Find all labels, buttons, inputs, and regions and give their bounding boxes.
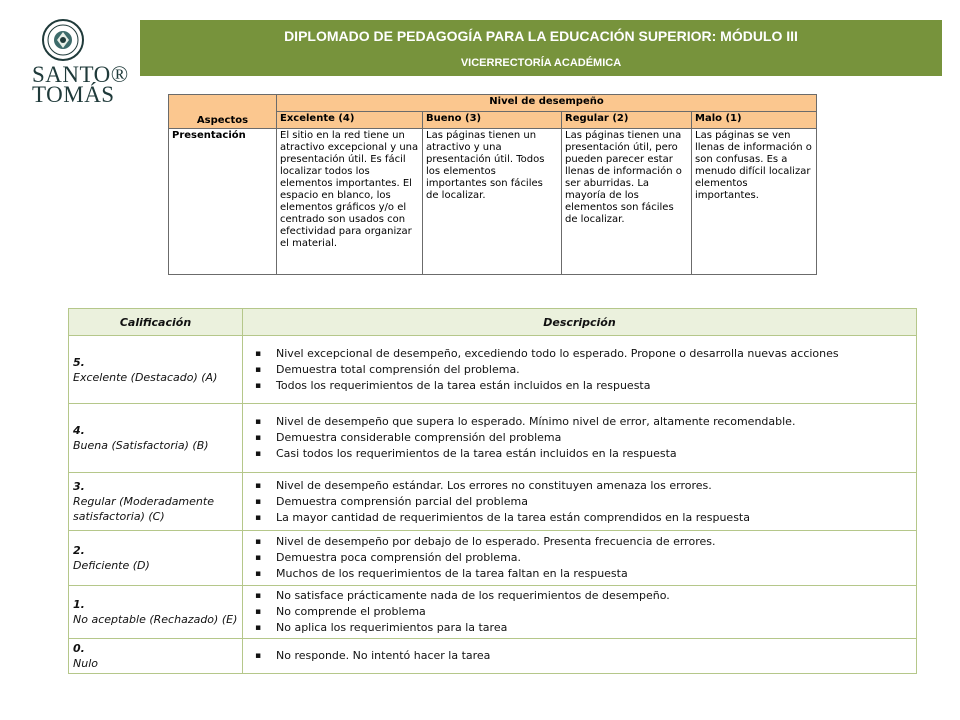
- bullet-icon: ▪: [255, 480, 262, 491]
- logo-name-line2: TOMÁS: [32, 82, 115, 107]
- rubric-cell-malo: Las páginas se ven llenas de información o son confusas. Es a menudo difícil localizar elementos importantes.: [692, 129, 817, 275]
- rubric-cell-regular: Las páginas tienen una presentación útil, pero pueden parecer estar llenas de información o ser aburridas. La mayoría de los elementos son fáciles de localizar.: [562, 129, 692, 275]
- grade-number: 4.: [73, 424, 85, 437]
- list-item: ▪ Demuestra poca comprensión del problema.: [255, 551, 522, 564]
- rubric-header-aspects: Aspectos: [169, 95, 277, 129]
- list-item: ▪ No responde. No intentó hacer la tarea: [255, 649, 491, 662]
- grade-cell: [69, 639, 243, 674]
- grade-label: Nulo: [73, 657, 98, 670]
- rubric-cell-excelente: El sitio en la red tiene un atractivo excepcional y una presentación útil. Es fácil localizar todos los elementos importantes. El espacio en blanco, los elementos gráficos y/o el centrado son usados con efectividad para organizar el material.: [277, 129, 423, 275]
- bullet-icon: ▪: [255, 449, 262, 459]
- grade-label: Excelente (Destacado) (A): [73, 370, 218, 384]
- list-item: ▪ Demuestra total comprensión del problema.: [255, 362, 520, 376]
- santo-tomas-logo: [24, 18, 129, 108]
- grading-row-3: [69, 473, 917, 531]
- list-item: ▪ No comprende el problema: [255, 605, 426, 618]
- bullet-icon: ▪: [255, 569, 262, 579]
- bullet-icon: ▪: [255, 417, 262, 427]
- description-cell: [243, 639, 917, 674]
- grade-number: 5.: [73, 355, 85, 369]
- performance-rubric-table: [168, 94, 817, 275]
- grading-row-1: [69, 586, 917, 639]
- description-cell: [243, 586, 917, 639]
- list-item: ▪ La mayor cantidad de requerimientos de la tarea están comprendidos en la respuesta: [255, 510, 750, 524]
- rubric-level-excelente: Excelente (4): [277, 112, 423, 129]
- list-item: ▪ Nivel de desempeño estándar. Los errores no constituyen amenaza los errores.: [255, 478, 712, 492]
- rubric-aspect-name: Presentación: [169, 129, 277, 275]
- list-item: ▪ Casi todos los requerimientos de la tarea están incluidos en la respuesta: [255, 447, 677, 460]
- bullet-icon: ▪: [255, 537, 262, 547]
- grade-label: Regular (Moderadamente satisfactoria) (C): [73, 495, 214, 523]
- rubric-level-malo: Malo (1): [692, 112, 817, 129]
- grade-label: Deficiente (D): [73, 559, 150, 572]
- list-item: ▪ Demuestra considerable comprensión del problema: [255, 431, 562, 444]
- list-item: ▪ Nivel excepcional de desempeño, excediendo todo lo esperado. Propone o desarrolla nuevas acciones: [255, 346, 839, 360]
- grade-cell: [69, 473, 243, 531]
- list-item: ▪ Nivel de desempeño que supera lo esperado. Mínimo nivel de error, altamente recomendable.: [255, 415, 796, 428]
- bullet-icon: ▪: [255, 553, 262, 563]
- logo-name-line1: SANTO®: [32, 62, 129, 87]
- grading-row-2: [69, 531, 917, 586]
- description-cell: [243, 473, 917, 531]
- bullet-icon: ▪: [255, 380, 262, 391]
- grade-cell: [69, 586, 243, 639]
- list-item: ▪ Demuestra comprensión parcial del problema: [255, 494, 528, 508]
- bullet-icon: ▪: [255, 591, 262, 601]
- grade-number: 2.: [73, 544, 85, 557]
- list-item: ▪ Muchos de los requerimientos de la tarea faltan en la respuesta: [255, 567, 628, 580]
- description-cell: [243, 404, 917, 473]
- grade-label: Buena (Satisfactoria) (B): [73, 439, 209, 452]
- bullet-icon: ▪: [255, 623, 262, 633]
- banner-title: DIPLOMADO DE PEDAGOGÍA PARA LA EDUCACIÓN SUPERIOR: MÓDULO III: [284, 28, 798, 44]
- header-banner: [140, 20, 942, 76]
- list-item: ▪ Todos los requerimientos de la tarea están incluidos en la respuesta: [255, 378, 651, 392]
- university-seal-icon: [41, 18, 85, 62]
- grade-cell: [69, 404, 243, 473]
- banner-subtitle: VICERRECTORÍA ACADÉMICA: [460, 57, 622, 69]
- description-cell: [243, 531, 917, 586]
- rubric-cell-bueno: Las páginas tienen un atractivo y una presentación útil. Todos los elementos importantes son fáciles de localizar.: [423, 129, 562, 275]
- rubric-level-regular: Regular (2): [562, 112, 692, 129]
- grade-cell: [69, 336, 243, 404]
- list-item: ▪ No satisface prácticamente nada de los requerimientos de desempeño.: [255, 589, 670, 602]
- list-item: ▪ No aplica los requerimientos para la tarea: [255, 621, 508, 634]
- description-cell: [243, 336, 917, 404]
- grading-row-4: [69, 404, 917, 473]
- list-item: ▪ Nivel de desempeño por debajo de lo esperado. Presenta frecuencia de errores.: [255, 535, 716, 548]
- bullet-icon: ▪: [255, 512, 262, 523]
- grade-number: 3.: [73, 480, 85, 493]
- grade-cell: [69, 531, 243, 586]
- grade-number: 0.: [73, 642, 85, 655]
- grading-header-description: Descripción: [243, 309, 917, 336]
- rubric-header-level: Nivel de desempeño: [277, 95, 817, 112]
- bullet-icon: ▪: [255, 607, 262, 617]
- grading-scale-table: [68, 308, 917, 674]
- rubric-level-bueno: Bueno (3): [423, 112, 562, 129]
- grade-number: 1.: [73, 598, 85, 611]
- bullet-icon: ▪: [255, 364, 262, 375]
- bullet-icon: ▪: [255, 433, 262, 443]
- grading-row-0: [69, 639, 917, 674]
- grading-row-5: [69, 336, 917, 404]
- grade-label: No aceptable (Rechazado) (E): [73, 613, 238, 626]
- rubric-row: [169, 129, 817, 275]
- bullet-icon: ▪: [255, 651, 262, 661]
- bullet-icon: ▪: [255, 348, 262, 359]
- grading-header-grade: Calificación: [69, 309, 243, 336]
- bullet-icon: ▪: [255, 496, 262, 507]
